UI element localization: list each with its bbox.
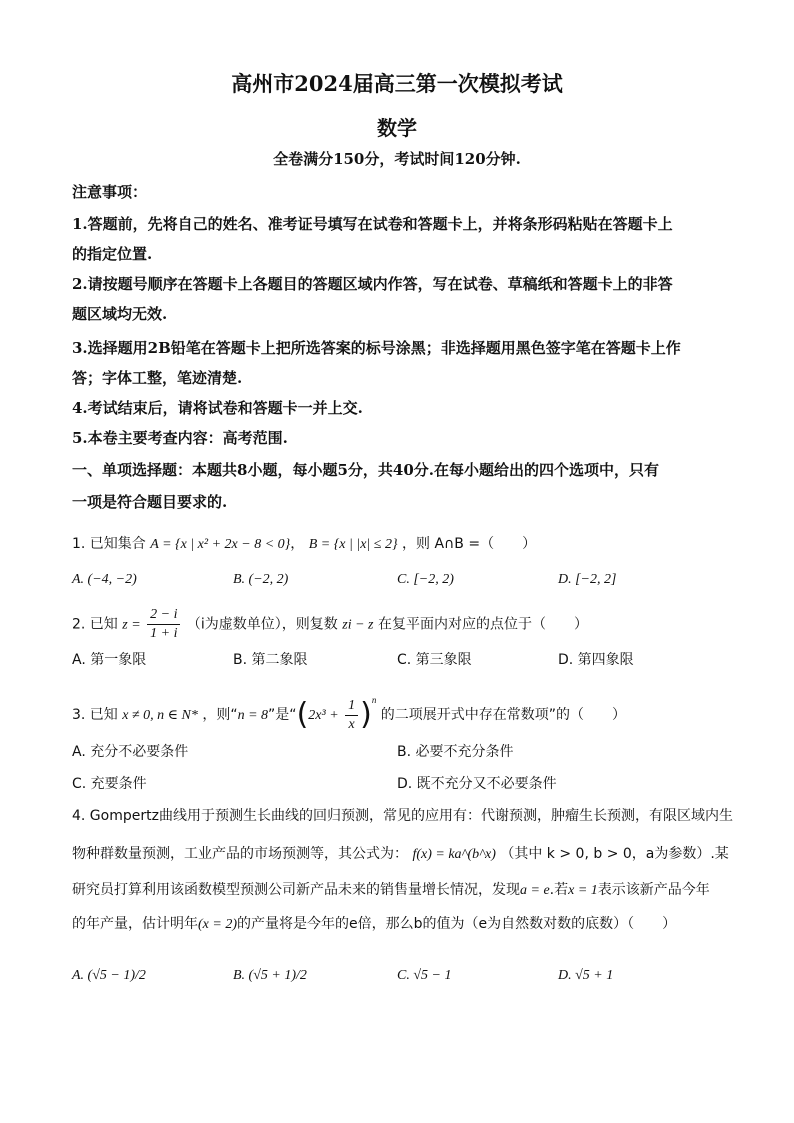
exam-title: 高州市2024届高三第一次模拟考试 bbox=[231, 71, 563, 96]
q3-frac-den: x bbox=[348, 716, 355, 732]
q1-ask: ，则 A∩B =（ ） bbox=[402, 536, 537, 552]
q4-l4c: 的产量将是今年的e倍，那么b的值为（e为自然数对数的底数）（ ） bbox=[237, 916, 677, 932]
question-2 bbox=[72, 606, 588, 643]
q3-fraction bbox=[345, 697, 358, 734]
note-3b: 答；字体工整，笔迹清楚. bbox=[72, 369, 243, 387]
question-4-line-4 bbox=[72, 912, 676, 937]
q2-option-d[interactable]: D. 第四象限 bbox=[558, 652, 634, 668]
q2-mid: （i为虚数单位），则复数 bbox=[186, 616, 338, 633]
q2-z-lhs: z = bbox=[122, 617, 141, 633]
q3-option-a[interactable]: A. 充分不必要条件 bbox=[72, 744, 189, 760]
q2-expr: zi − z bbox=[342, 617, 374, 633]
q4-formula: f(x) = ka^(b^x) bbox=[412, 847, 496, 862]
q4-l3a: 研究员打算利用该函数模型预测公司新产品未来的销售量增长情况，发现 bbox=[72, 882, 520, 898]
question-1: 1. 已知集合 A = {x | x² + 2x − 8 < 0}， B = {x | |x| ≤ 2} ，则 A∩B =（ ） bbox=[72, 536, 537, 552]
q3-prefix: 3. 已知 bbox=[72, 707, 118, 723]
note-1a: 1.答题前，先将自己的姓名、准考证号填写在试卷和答题卡上，并将条形码粘贴在答题卡上 bbox=[72, 215, 673, 233]
q4-option-c[interactable]: C. √5 − 1 bbox=[397, 968, 452, 983]
q3-option-b[interactable]: B. 必要不充分条件 bbox=[397, 744, 514, 760]
q3-frac-num: 1 bbox=[345, 697, 358, 716]
q3-right-paren: ) bbox=[360, 697, 372, 732]
note-3a: 3.选择题用2B铅笔在答题卡上把所选答案的标号涂黑；非选择题用黑色签字笔在答题卡上作 bbox=[72, 339, 681, 357]
subject-title: 数学 bbox=[377, 116, 417, 140]
q3-option-c[interactable]: C. 充要条件 bbox=[72, 776, 147, 792]
q4-option-b[interactable]: B. (√5 + 1)/2 bbox=[233, 968, 307, 983]
q4-l3e: 表示该新产品今年 bbox=[597, 882, 710, 898]
q4-l3d: x = 1 bbox=[568, 883, 598, 898]
q3-base: 2x³ + bbox=[308, 708, 339, 723]
note-4: 4.考试结束后，请将试卷和答题卡一并上交. bbox=[72, 399, 363, 417]
question-4-line-1: 4. Gompertz曲线用于预测生长曲线的回归预测，常见的应用有：代谢预测，肿瘤生长预测，有限区域内生 bbox=[72, 808, 733, 824]
q3-n-equals-8: n = 8 bbox=[237, 708, 269, 723]
q1-option-c[interactable]: C. [−2, 2) bbox=[397, 572, 454, 587]
q4-l2b: （其中 k > 0, b > 0，a为参数）.某 bbox=[500, 846, 729, 862]
q2-fraction bbox=[147, 606, 180, 643]
note-2a: 2.请按题号顺序在答题卡上各题目的答题区域内作答，写在试卷、草稿纸和答题卡上的非答 bbox=[72, 275, 673, 293]
q4-option-d[interactable]: D. √5 + 1 bbox=[558, 968, 614, 983]
q3-then: ，则“ bbox=[202, 707, 238, 723]
q4-l3c: .若 bbox=[549, 882, 569, 898]
q4-option-a[interactable]: A. (√5 − 1)/2 bbox=[72, 968, 146, 983]
q2-prefix: 2. 已知 bbox=[72, 616, 118, 633]
exam-info: 全卷满分150分，考试时间120分钟. bbox=[273, 150, 521, 168]
section-1-heading: 一、单项选择题：本题共8小题，每小题5分，共40分.在每小题给出的四个选项中，只有 bbox=[72, 461, 659, 479]
q1-option-d[interactable]: D. [−2, 2] bbox=[558, 572, 617, 587]
q2-option-a[interactable]: A. 第一象限 bbox=[72, 652, 147, 668]
q3-exponent: n bbox=[371, 695, 377, 705]
q2-option-c[interactable]: C. 第三象限 bbox=[397, 652, 472, 668]
q1-option-b[interactable]: B. (−2, 2) bbox=[233, 572, 289, 587]
q3-condition: x ≠ 0, n ∈ N* bbox=[122, 708, 198, 723]
q1-set-a: A = {x | x² + 2x − 8 < 0} bbox=[150, 537, 291, 552]
note-1b: 的指定位置. bbox=[72, 245, 153, 263]
q3-option-d[interactable]: D. 既不充分又不必要条件 bbox=[397, 776, 557, 792]
q1-set-b: B = {x | |x| ≤ 2} bbox=[308, 537, 398, 552]
q2-option-b[interactable]: B. 第二象限 bbox=[233, 652, 308, 668]
q2-suffix: 在复平面内对应的点位于（ ） bbox=[377, 616, 588, 633]
q4-l4b: (x = 2) bbox=[198, 917, 237, 932]
q4-l3b: a = e bbox=[520, 883, 550, 898]
question-4-line-2 bbox=[72, 842, 729, 867]
note-2b: 题区域均无效. bbox=[72, 305, 168, 323]
question-4-line-3 bbox=[72, 878, 710, 903]
q3-left-paren: ( bbox=[296, 697, 309, 732]
notes-heading: 注意事项： bbox=[72, 183, 148, 201]
q1-option-a[interactable]: A. (−4, −2) bbox=[72, 572, 137, 587]
q3-suffix: 的二项展开式中存在常数项”的（ ） bbox=[380, 707, 627, 723]
question-3 bbox=[72, 688, 626, 734]
q1-prefix: 1. 已知集合 bbox=[72, 536, 146, 552]
note-5: 5.本卷主要考查内容：高考范围. bbox=[72, 429, 288, 447]
q2-denominator: 1 + i bbox=[150, 626, 178, 641]
q4-l4a: 的年产量，估计明年 bbox=[72, 916, 198, 932]
q2-numerator: 2 − i bbox=[147, 606, 180, 625]
q3-is: ”是“ bbox=[268, 707, 297, 723]
section-1-heading-cont: 一项是符合题目要求的. bbox=[72, 493, 228, 511]
q4-l2a: 物种群数量预测，工业产品的市场预测等，其公式为： bbox=[72, 846, 408, 862]
